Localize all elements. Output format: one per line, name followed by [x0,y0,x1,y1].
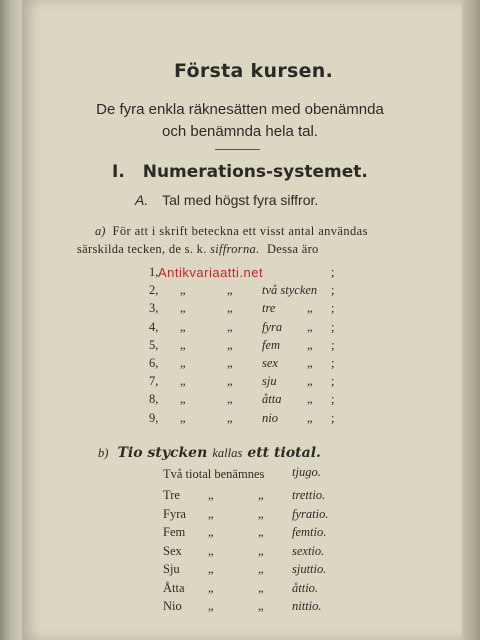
ditto-mark: „ [258,488,264,502]
tiotal-name: Tre [163,488,180,502]
ditto-mark: „ [307,337,313,352]
digit-end: ; [331,283,335,298]
ditto-mark: „ [180,337,186,352]
ditto-mark: „ [208,599,214,613]
ditto-mark: „ [227,319,233,334]
digit-end: ; [331,356,335,370]
ditto-mark: „ [208,580,214,595]
ditto-mark: „ [227,392,233,407]
watermark: Antikvariaatti.net [158,265,264,280]
para-a-marker: a) [95,224,106,238]
digit-end: ; [331,265,335,279]
ditto-mark: „ [307,410,313,425]
ditto-mark: „ [208,543,214,558]
ditto-mark: „ [180,374,186,389]
para-a-text-1: För att i skrift beteckna ett visst antal användas [112,224,368,238]
digit-number: 8, [149,392,159,407]
tiotal-word: femtio. [292,525,327,539]
ditto-mark: „ [307,374,313,389]
digit-number: 6, [149,356,159,370]
ditto-mark: „ [307,301,313,316]
para-b-bold-2: ett tiotal. [247,445,321,461]
ditto-mark: „ [208,562,214,576]
para-b-marker: b) [98,446,109,460]
ditto-mark: „ [227,337,233,352]
ditto-mark: „ [227,356,233,370]
digit-word: åtta [262,392,282,407]
digit-word: nio [262,410,278,425]
ditto-mark: „ [180,301,186,316]
subsection-heading [135,192,318,208]
ditto-mark: „ [180,283,186,298]
tiotal-intro-text: Två tiotal benämnes [163,467,265,481]
page-edge [462,0,480,640]
tiotal-name: Fyra [163,506,186,521]
tiotal-intro-word: tjugo. [292,465,321,479]
section-number: I. [112,162,125,182]
ditto-mark: „ [180,410,186,425]
ditto-mark: „ [227,410,233,425]
ditto-mark: „ [258,525,264,539]
digit-end: ; [331,319,335,334]
ditto-mark: „ [307,319,313,334]
divider [215,149,260,150]
ditto-mark: „ [258,599,264,613]
digit-number: 5, [149,337,159,352]
para-b [98,442,321,461]
digit-word: två stycken [262,283,318,298]
digit-number: 9, [149,410,159,425]
digit-word: sju [262,374,277,389]
tiotal-name: Sex [163,543,182,558]
ditto-mark: „ [180,392,186,407]
subtitle [70,99,410,143]
digit-number: 7, [149,374,159,389]
digit-number: 2, [149,283,159,298]
para-a-line-1 [95,224,368,239]
para-b-bold-1: Tio stycken [117,445,208,461]
digit-word: fyra [262,319,283,334]
digit-end: ; [331,337,335,352]
book-page [22,0,462,640]
ditto-mark: „ [180,319,186,334]
tiotal-word: nittio. [292,599,322,613]
ditto-mark: „ [227,374,233,389]
section-title: Numerations-systemet. [142,162,368,182]
digit-end: ; [331,301,335,316]
ditto-mark: „ [258,580,264,595]
tiotal-word: fyratio. [292,506,329,521]
tiotal-word: trettio. [292,488,326,502]
tiotal-word: sextio. [292,543,325,558]
subsection-title: Tal med högst fyra siffror. [162,192,319,208]
tiotal-name: Fem [163,525,186,539]
section-heading [112,162,368,182]
tiotal-word: åttio. [292,580,319,595]
digit-word: sex [262,356,278,370]
ditto-mark: „ [227,283,233,298]
digit-end: ; [331,374,335,389]
ditto-mark: „ [307,356,313,370]
tiotal-name: Sju [163,562,180,576]
tiotal-name: Åtta [163,580,185,595]
para-a-text-2: särskilda tecken, de s. k. [77,242,207,256]
para-b-italic: kallas [212,446,243,460]
subtitle-line-1: De fyra enkla räknesätten med obenämnda [96,101,384,118]
digit-number: 1, [149,265,159,279]
digit-number: 3, [149,301,159,316]
para-a-italic: siffrorna. [210,242,260,256]
digit-number: 4, [149,319,159,334]
ditto-mark: „ [258,543,264,558]
ditto-mark: „ [180,356,186,370]
tiotal-word: sjuttio. [292,562,327,576]
ditto-mark: „ [208,506,214,521]
digit-end: ; [331,392,335,407]
digit-word: tre [262,301,276,316]
digit-word: fem [262,337,281,352]
subtitle-line-2: och benämnda hela tal. [162,123,318,140]
page-heading: Första kursen. [174,60,334,82]
tiotal-intro [163,467,264,482]
ditto-mark: „ [258,562,264,576]
ditto-mark: „ [208,525,214,539]
subsection-letter: A. [135,192,149,208]
para-a-line-2 [77,242,319,257]
para-a-text-3: Dessa äro [266,242,319,256]
ditto-mark: „ [258,506,264,521]
ditto-mark: „ [208,488,214,502]
digit-end: ; [331,410,335,425]
tiotal-name: Nio [163,599,182,613]
ditto-mark: „ [307,392,313,407]
ditto-mark: „ [227,301,233,316]
